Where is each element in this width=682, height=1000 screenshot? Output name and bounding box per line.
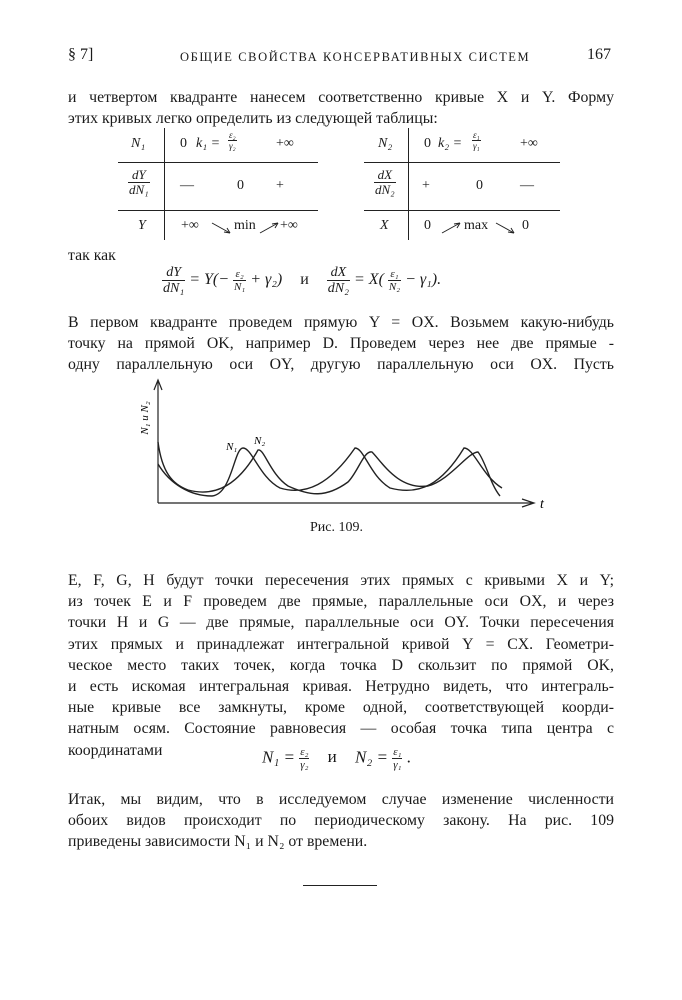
paragraph-3 bbox=[68, 570, 614, 761]
fraction-denominator: dN₁ bbox=[163, 281, 185, 296]
fraction-denominator: N₁ bbox=[234, 281, 246, 293]
text-line: из точек E и F проведем две прямые, параллельные оси OX, и через bbox=[68, 593, 614, 611]
table-fraction bbox=[228, 130, 237, 151]
table-fraction bbox=[472, 130, 481, 151]
intro-paragraph bbox=[68, 87, 614, 129]
because-text bbox=[68, 245, 614, 266]
fraction-denominator: dN₂ bbox=[327, 281, 349, 296]
table-header-var: N₂ bbox=[378, 136, 393, 151]
text-line: этих кривых легко определить из следующей таблицы: bbox=[68, 110, 438, 128]
text-line: В первом квадранте проведем прямую Y = OX. Возьмем какую-нибудь bbox=[68, 314, 614, 331]
fraction-numerator: ε₂ bbox=[300, 746, 309, 758]
table-cell: 0 bbox=[424, 218, 431, 233]
table-row-label: Y bbox=[138, 218, 146, 233]
running-title: ОБЩИЕ СВОЙСТВА КОНСЕРВАТИВНЫХ СИСТЕМ bbox=[180, 50, 531, 64]
table-rule bbox=[118, 162, 318, 163]
text-line: одну параллельную оси OY, другую параллельную оси OX. Пусть bbox=[68, 356, 614, 374]
fraction-denominator: γ₁ bbox=[473, 141, 480, 151]
text-line: координатами bbox=[68, 741, 163, 759]
table-cell: — bbox=[520, 178, 534, 193]
y-axis-label: N₁ и N₂ bbox=[139, 401, 151, 435]
table-cell: 0 bbox=[476, 178, 483, 193]
text-line: точки H и G — две прямые, параллельные оси OY. Точки пересечения bbox=[68, 614, 614, 632]
curve-label-n2: N₂ bbox=[254, 435, 266, 447]
table-cell: +∞ bbox=[181, 218, 199, 233]
text-line: ные кривые все замкнуты, кроме одной, соответствующей коорди- bbox=[68, 699, 614, 717]
fraction-denominator: N₂ bbox=[388, 281, 401, 293]
x-axis-label: t bbox=[540, 497, 544, 512]
fraction-numerator: ε₂ bbox=[233, 268, 246, 281]
table-divider bbox=[408, 128, 409, 240]
table-cell: 0 bbox=[424, 136, 431, 151]
end-rule bbox=[303, 885, 377, 886]
table-rule bbox=[364, 162, 560, 163]
formula-text: = Y(− bbox=[189, 271, 230, 289]
text-line: Итак, мы видим, что в исследуемом случае изменение численности bbox=[68, 791, 614, 808]
text-line: E, F, G, H будут точки пересечения этих прямых с кривыми X и Y; bbox=[68, 572, 614, 589]
formula-text: . bbox=[406, 747, 411, 767]
table-cell: 0 bbox=[522, 218, 529, 233]
table-cell: 0 bbox=[180, 136, 187, 151]
table-rule bbox=[364, 210, 560, 211]
fraction-denominator: γ₁ bbox=[393, 759, 402, 771]
text-line: так как bbox=[68, 247, 116, 264]
section-number: § 7] bbox=[68, 46, 94, 63]
paragraph-2 bbox=[68, 312, 614, 376]
table-rule bbox=[118, 210, 318, 211]
formula-conjunction: и bbox=[327, 747, 337, 767]
formula-equilibrium bbox=[262, 746, 411, 771]
table-cell: k₁ = bbox=[196, 136, 221, 151]
table-divider bbox=[164, 128, 165, 240]
fraction-numerator: ε₁ bbox=[473, 130, 480, 140]
formula-text: − γ₁). bbox=[405, 271, 442, 289]
text-line: обоих видов происходит по периодическому закону. На рис. 109 bbox=[68, 812, 614, 830]
page-number: 167 bbox=[587, 46, 611, 63]
text-line: натным осям. Состояние равновесия — особая точка типа центра с bbox=[68, 720, 614, 738]
table-row-label bbox=[128, 168, 150, 197]
formula-conjunction: и bbox=[300, 271, 309, 289]
text-line: и есть искомая интегральная кривая. Нетрудно видеть, что интеграль- bbox=[68, 678, 614, 696]
figure-109 bbox=[130, 372, 560, 522]
fraction-denominator: dN₁ bbox=[129, 182, 149, 197]
figure-caption: Рис. 109. bbox=[310, 520, 363, 535]
table-cell: max bbox=[464, 218, 489, 233]
text-line: и четвертом квадранте нанесем соответственно кривые X и Y. Форму bbox=[68, 89, 614, 106]
arrow-down-right-icon bbox=[494, 221, 516, 235]
curve-label-n1: N₁ bbox=[226, 441, 238, 453]
table-cell: + bbox=[276, 178, 284, 193]
table-cell: +∞ bbox=[280, 218, 298, 233]
text-line: приведены зависимости N₁ и N₂ от времени. bbox=[68, 833, 368, 851]
table-cell: +∞ bbox=[520, 136, 538, 151]
text-line: ческое место таких точек, когда точка D скользит по прямой OK, bbox=[68, 656, 614, 674]
text-line: точку на прямой OK, например D. Проведем через нее две прямые - bbox=[68, 335, 614, 353]
curve-n1 bbox=[158, 448, 502, 496]
fraction-numerator: ε₂ bbox=[229, 130, 236, 140]
formula-derivatives bbox=[162, 265, 441, 296]
fraction-numerator: dX bbox=[327, 265, 350, 281]
fraction-denominator: γ₂ bbox=[300, 759, 309, 771]
formula-text: N₁ = bbox=[262, 747, 295, 767]
fraction-numerator: dX bbox=[374, 168, 396, 183]
table-cell: k₂ = bbox=[438, 136, 463, 151]
fraction-numerator: ε₁ bbox=[388, 268, 401, 281]
paragraph-4 bbox=[68, 789, 614, 853]
formula-text: = X( bbox=[354, 271, 384, 289]
table-row-label bbox=[374, 168, 396, 197]
fraction-numerator: dY bbox=[128, 168, 150, 183]
fraction-numerator: ε₁ bbox=[393, 746, 402, 758]
table-header-var: N₁ bbox=[131, 136, 146, 151]
table-cell: + bbox=[422, 178, 430, 193]
table-row-label: X bbox=[380, 218, 389, 233]
table-cell: 0 bbox=[237, 178, 244, 193]
arrow-down-right-icon bbox=[210, 221, 232, 235]
formula-text: N₂ = bbox=[355, 747, 388, 767]
fraction-denominator: γ₂ bbox=[229, 141, 236, 151]
arrow-up-right-icon bbox=[258, 221, 280, 235]
table-cell: min bbox=[234, 218, 256, 233]
text-line: этих прямых и принадлежат интегральной кривой Y = CX. Геометри- bbox=[68, 635, 614, 653]
table-cell: +∞ bbox=[276, 136, 294, 151]
formula-text: + γ₂) bbox=[250, 271, 283, 289]
fraction-denominator: dN₂ bbox=[375, 182, 395, 197]
arrow-up-right-icon bbox=[440, 221, 462, 235]
table-cell: — bbox=[180, 178, 194, 193]
fraction-numerator: dY bbox=[162, 265, 185, 281]
